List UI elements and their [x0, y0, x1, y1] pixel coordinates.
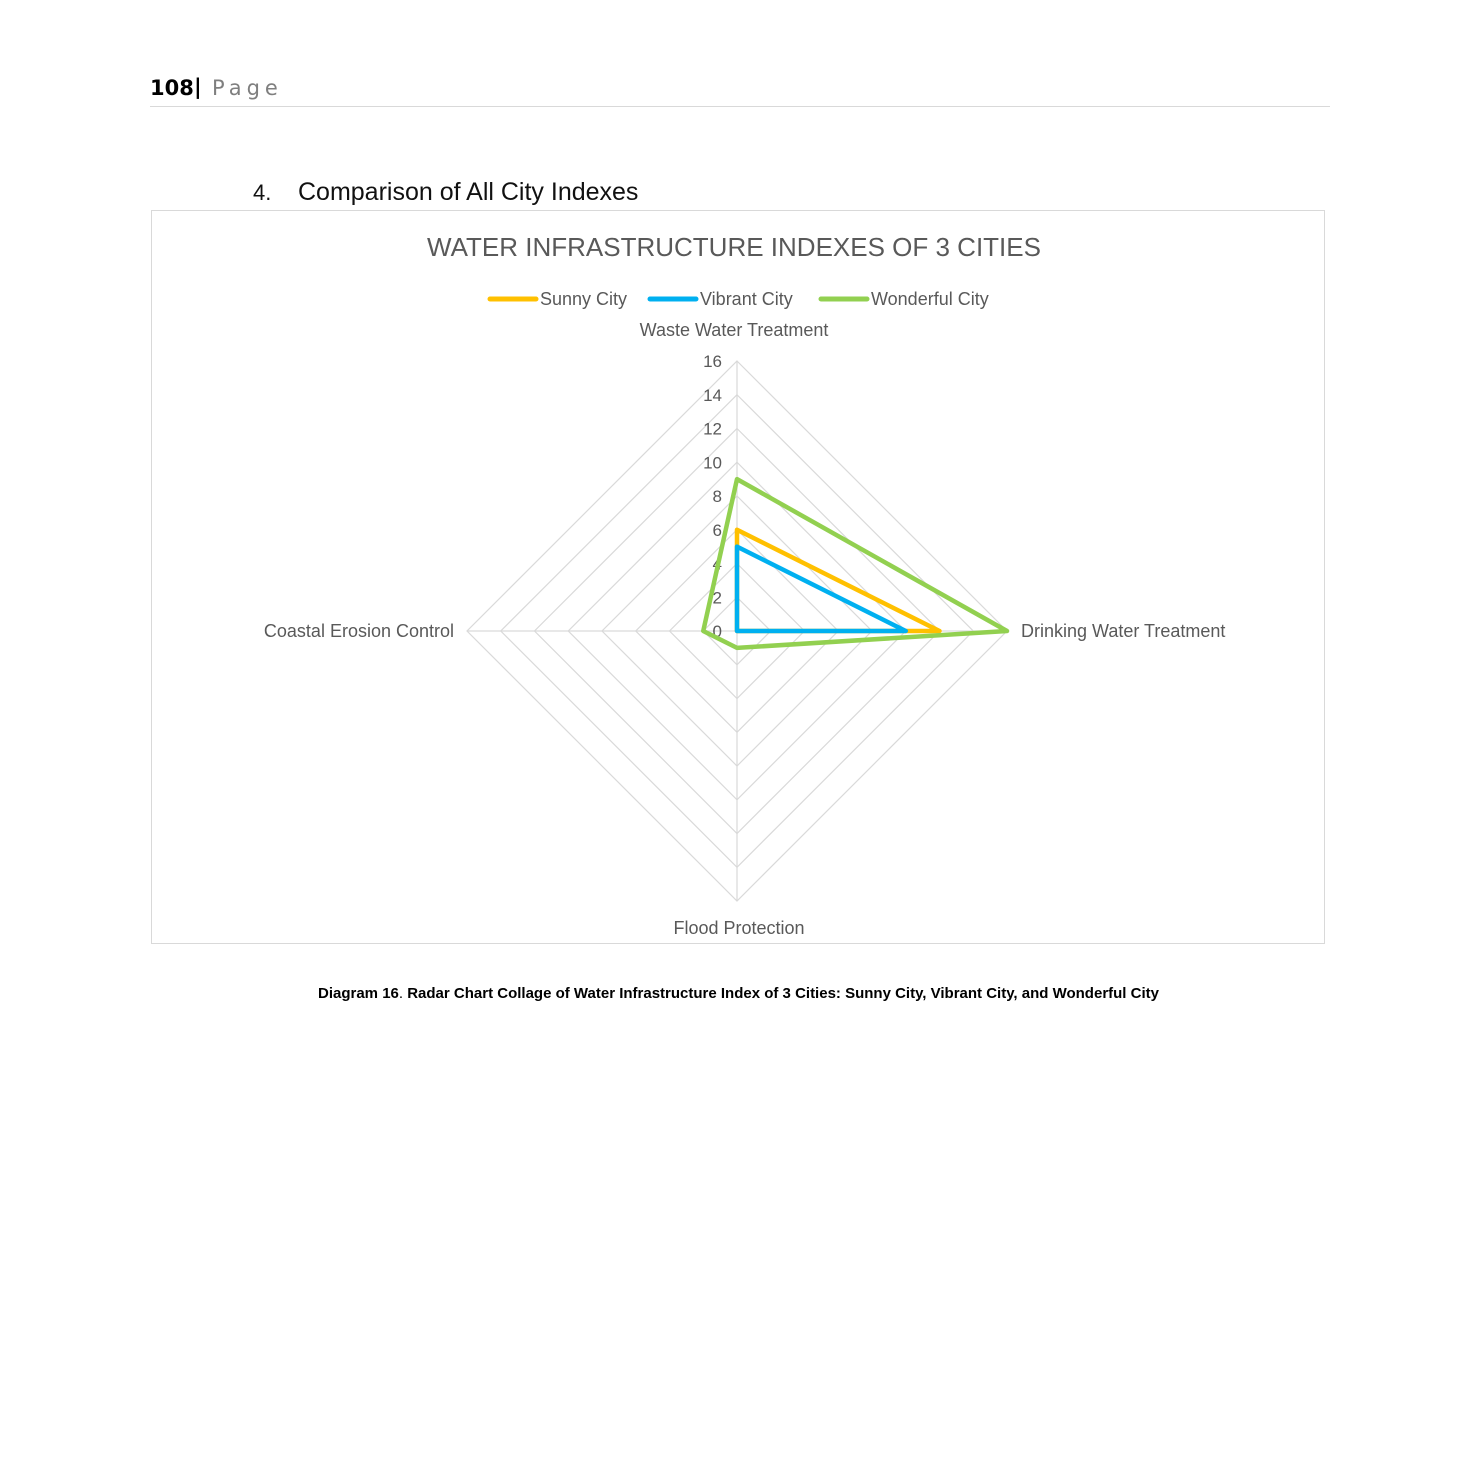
caption-label: Diagram 16 — [318, 985, 399, 1002]
legend-label-2: Wonderful City — [871, 289, 989, 309]
section-title: Comparison of All City Indexes — [298, 178, 639, 206]
category-label-1: Drinking Water Treatment — [1021, 621, 1226, 641]
series-line-0 — [737, 530, 940, 631]
radial-tick-label: 10 — [703, 453, 722, 473]
category-label-2: Flood Protection — [673, 918, 805, 938]
radial-tick-label: 2 — [712, 588, 722, 608]
radar-chart — [152, 211, 1324, 942]
radial-tick-label: 4 — [712, 554, 722, 574]
page-number: 108 — [150, 76, 194, 100]
category-label-3: Coastal Erosion Control — [263, 621, 454, 641]
page-header — [150, 74, 1330, 107]
radial-tick-label: 16 — [703, 352, 722, 371]
figure-caption — [0, 985, 1477, 1002]
chart-title: WATER INFRASTRUCTURE INDEXES OF 3 CITIES — [427, 232, 1041, 262]
section-heading — [253, 178, 638, 207]
radial-tick-label: 6 — [712, 520, 722, 540]
page-header-separator: | — [194, 75, 202, 99]
category-label-0: Waste Water Treatment — [639, 320, 829, 340]
caption-text: Radar Chart Collage of Water Infrastructure Index of 3 Cities: Sunny City, Vibrant City, and Wonderful City — [407, 985, 1159, 1002]
series-line-2 — [703, 479, 1007, 648]
radial-tick-label: 8 — [712, 487, 722, 506]
legend-label-0: Sunny City — [540, 289, 628, 309]
radial-tick-label: 12 — [703, 419, 722, 439]
chart-frame — [151, 210, 1325, 944]
page-word: Page — [212, 76, 283, 100]
radial-tick-label: 0 — [712, 622, 722, 641]
caption-separator: . — [398, 985, 404, 1002]
radial-tick-label: 14 — [703, 385, 722, 405]
legend-label-1: Vibrant City — [700, 289, 793, 309]
section-number: 4. — [253, 180, 272, 205]
